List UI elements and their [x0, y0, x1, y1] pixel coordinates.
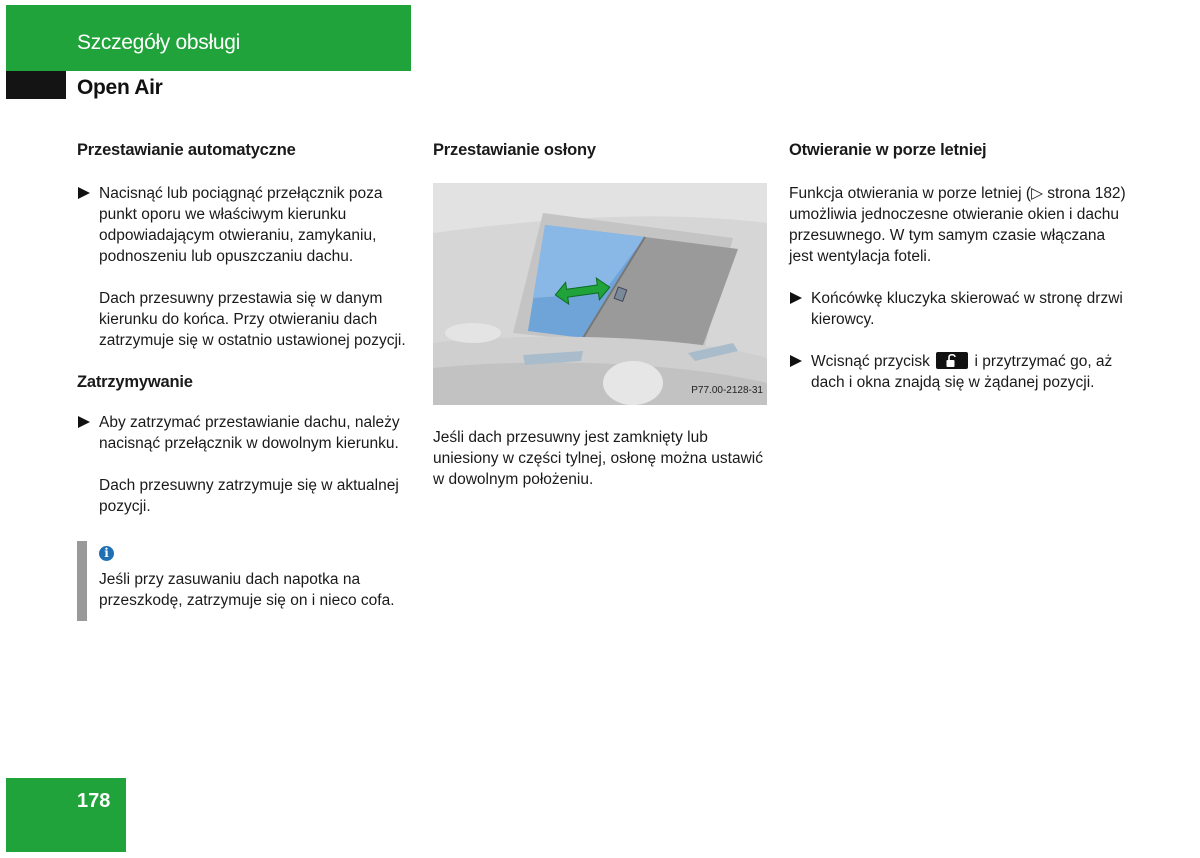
sunroof-illustration: [433, 183, 767, 405]
bullet-text: [811, 351, 1129, 393]
bullet-triangle-icon: [78, 187, 90, 199]
heading-stopping: Zatrzymywanie: [77, 373, 193, 391]
bullet-text-after: i przytrzymać go, aż dach i okna znajdą się w żądanej pozycji.: [811, 353, 1113, 391]
bullet-triangle-icon: [790, 292, 802, 304]
paragraph: Funkcja otwierania w porze letniej (▷ strona 182) umożliwia jednoczesne otwieranie okien i dachu przesuwnego. W tym samym czasie włączana jest wentylacja foteli.: [789, 185, 1126, 265]
info-icon: i: [99, 546, 114, 561]
paragraph: Dach przesuwny przestawia się w danym kierunku do końca. Przy otwieraniu dach zatrzymuje się w ostatnio ustawionej pozycji.: [99, 290, 406, 349]
topic-marker: [6, 71, 66, 99]
bullet-text: Aby zatrzymać przestawianie dachu, należy nacisnąć przełącznik w dowolnym kierunku.: [99, 414, 400, 452]
figure-caption: P77.00-2128-31: [691, 385, 763, 396]
column-3: [789, 140, 1129, 393]
info-text: Jeśli przy zasuwaniu dach napotka na przeszkodę, zatrzymuje się on i nieco cofa.: [99, 571, 395, 609]
bullet-text: Końcówkę kluczyka skierować w stronę drzwi kierowcy.: [811, 290, 1123, 328]
info-note: [77, 541, 411, 611]
bullet-triangle-icon: [78, 416, 90, 428]
bullet-text: Nacisnąć lub pociągnąć przełącznik poza punkt oporu we właściwym kierunku odpowiadającym otwieraniu, zamykaniu, podnoszeniu lub opuszczaniu dachu.: [99, 185, 383, 265]
page-number: 178: [77, 790, 111, 812]
paragraph: Jeśli dach przesuwny jest zamknięty lub uniesiony w części tylnej, osłonę można ustawić w dowolnym położeniu.: [433, 429, 763, 488]
unlock-key-icon: [936, 352, 968, 369]
info-bar: [77, 541, 87, 621]
paragraph: Dach przesuwny zatrzymuje się w aktualnej pozycji.: [99, 477, 399, 515]
bullet-text-before: Wcisnąć przycisk: [811, 353, 930, 370]
heading-summer-opening: Otwieranie w porze letniej: [789, 141, 987, 159]
heading-shade-adjust: Przestawianie osłony: [433, 141, 596, 159]
column-1: [77, 140, 411, 611]
bullet-triangle-icon: [790, 355, 802, 367]
section-title: Szczegóły obsługi: [77, 31, 240, 54]
heading-auto-adjust: Przestawianie automatyczne: [77, 141, 296, 159]
bullet-item: [789, 351, 1129, 393]
topic-title: Open Air: [77, 76, 163, 99]
bullet-item: [77, 183, 411, 267]
bullet-item: [77, 412, 411, 454]
bullet-item: [789, 288, 1129, 330]
column-2: [433, 140, 767, 490]
